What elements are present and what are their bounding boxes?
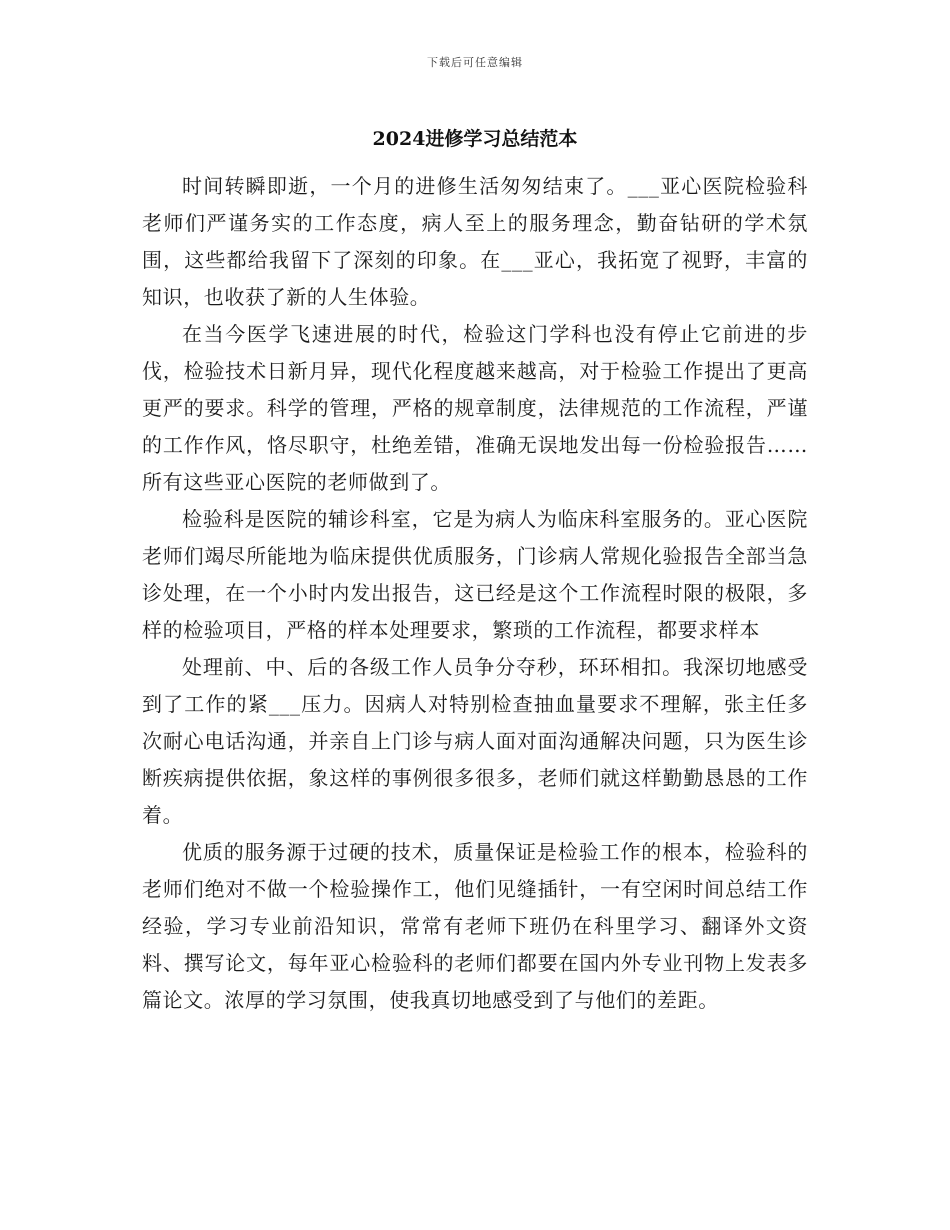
paragraph-2: 在当今医学飞速进展的时代，检验这门学科也没有停止它前进的步伐，检验技术日新月异，现代化程度越来越高，对于检验工作提出了更高更严的要求。科学的管理，严格的规章制度，法律规范的工作流程，严谨的工作作风，恪尽职守，杜绝差错，准确无误地发出每一份检验报告……所有这些亚心医院的老师做到了。 xyxy=(142,322,808,494)
paragraph-4: 处理前、中、后的各级工作人员争分夺秒，环环相扣。我深切地感受到了工作的紧___压力。因病人对特别检查抽血量要求不理解，张主任多次耐心电话沟通，并亲自上门诊与病人面对面沟通解决问题，只为医生诊断疾病提供依据，象这样的事例很多很多，老师们就这样勤勤恳恳的工作着。 xyxy=(142,655,808,827)
document-body xyxy=(142,168,808,1019)
paragraph-5: 优质的服务源于过硬的技术，质量保证是检验工作的根本，检验科的老师们绝对不做一个检验操作工，他们见缝插针，一有空闲时间总结工作经验，学习专业前沿知识，常常有老师下班仍在科里学习、翻译外文资料、撰写论文，每年亚心检验科的老师们都要在国内外专业刊物上发表多篇论文。浓厚的学习氛围，使我真切地感受到了与他们的差距。 xyxy=(142,840,808,1012)
header-note: 下载后可任意编辑 xyxy=(427,56,523,69)
document-title: 2024进修学习总结范本 xyxy=(372,128,578,150)
paragraph-1: 时间转瞬即逝，一个月的进修生活匆匆结束了。___亚心医院检验科老师们严谨务实的工作态度，病人至上的服务理念，勤奋钻研的学术氛围，这些都给我留下了深刻的印象。在___亚心，我拓宽了视野，丰富的知识，也收获了新的人生体验。 xyxy=(142,174,808,309)
paragraph-3: 检验科是医院的辅诊科室，它是为病人为临床科室服务的。亚心医院老师们竭尽所能地为临床提供优质服务，门诊病人常规化验报告全部当急诊处理，在一个小时内发出报告，这已经是这个工作流程时限的极限，多样的检验项目，严格的样本处理要求，繁琐的工作流程，都要求样本 xyxy=(142,507,808,642)
